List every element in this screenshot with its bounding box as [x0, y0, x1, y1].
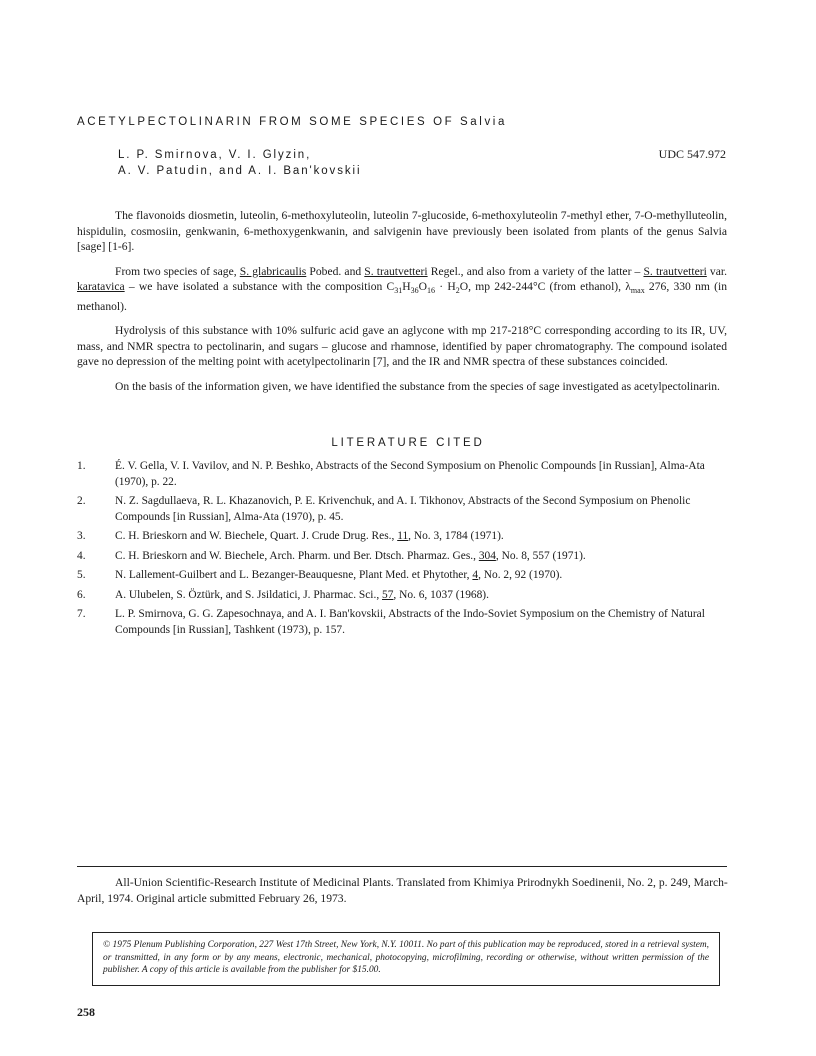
volume-number: 304	[478, 549, 496, 562]
reference-item	[77, 529, 727, 545]
subscript: 36	[410, 286, 419, 295]
body-paragraph-2	[77, 264, 727, 315]
volume-number: 11	[397, 530, 409, 542]
reference-item	[77, 494, 727, 525]
authors-line-1: L. P. Smirnova, V. I. Glyzin,	[118, 149, 312, 161]
text-run: A. Ulubelen, S. Öztürk, and S. Jsildatici, J. Pharmac. Sci.,	[115, 588, 383, 601]
text-run: Regel., and also from a variety of the latter –	[427, 264, 644, 278]
reference-text	[115, 530, 504, 542]
reference-text: É. V. Gella, V. I. Vavilov, and N. P. Beshko, Abstracts of the Second Symposium on Phenolic Compounds [in Russian], Alma-Ata (1970), p. 22.	[115, 460, 705, 488]
text-run: · H	[435, 280, 456, 293]
copyright-notice: © 1975 Plenum Publishing Corporation, 227 West 17th Street, New York, N.Y. 10011. No part of this publication may be reproduced, stored in a retrieval system, or transmitted, in any form or by any means, electronic, mechanical, photocopying, microfilming, recording or otherwise, without written permission of the publisher. A copy of this article is available from the publisher for $15.00.	[92, 932, 720, 986]
reference-number: 4.	[77, 549, 86, 562]
text-run: N. Lallement-Guilbert and L. Bezanger-Beauquesne, Plant Med. et Phytother,	[115, 569, 473, 581]
text-run: var.	[706, 264, 727, 278]
footnote-divider	[77, 866, 727, 867]
reference-number: 2.	[77, 495, 86, 507]
species-name: S. trautvetteri	[364, 264, 428, 278]
article-body	[77, 208, 727, 403]
text-run: O	[418, 280, 428, 293]
article-title: ACETYLPECTOLINARIN FROM SOME SPECIES OF Salvia	[77, 116, 507, 128]
text-run: , No. 8, 557 (1971).	[495, 549, 586, 562]
volume-number: 57	[382, 588, 394, 601]
reference-text: L. P. Smirnova, G. G. Zapesochnaya, and A. I. Ban'kovskii, Abstracts of the Indo-Soviet Symposium on the Chemistry of Natural Compounds [in Russian], Tashkent (1973), p. 157.	[115, 608, 705, 636]
text-run: , No. 2, 92 (1970).	[478, 569, 563, 581]
text-run: , No. 6, 1037 (1968).	[393, 588, 489, 601]
text-run: Pobed. and	[306, 264, 365, 278]
volume-number: 4	[472, 569, 479, 581]
reference-number: 3.	[77, 530, 86, 542]
reference-item	[77, 588, 727, 604]
body-paragraph-4: On the basis of the information given, we have identified the substance from the species of sage investigated as acetylpectolinarin.	[115, 379, 720, 393]
reference-text: N. Z. Sagdullaeva, R. L. Khazanovich, P. E. Krivenchuk, and A. I. Tikhonov, Abstracts of the Second Symposium on Phenolic Compounds [in Russian], Alma-Ata (1970), p. 45.	[115, 495, 691, 523]
subscript: 16	[427, 286, 436, 295]
text-run: – we have isolated a substance with the composition C	[124, 280, 395, 293]
reference-number: 6.	[77, 588, 86, 601]
species-name: S. trautvetteri	[643, 264, 707, 278]
reference-item	[77, 568, 727, 584]
reference-number: 5.	[77, 569, 86, 581]
body-paragraph-3: Hydrolysis of this substance with 10% sulfuric acid gave an aglycone with mp 217-218°C corresponding according to its IR, UV, mass, and NMR spectra to pectolinarin, and sugars – glucose and rhamnose, identified by paper chromatography. The compound isolated gave no depression of the melting point with acetylpectolinarin [7], and the IR and NMR spectra of these substances coincided.	[77, 324, 727, 368]
subscript: max	[630, 286, 645, 295]
affiliation-text: All-Union Scientific-Research Institute of Medicinal Plants. Translated from Khimiya Prirodnykh Soedinenii, No. 2, p. 249, March-April, 1974. Original article submitted February 26, 1973.	[77, 876, 728, 905]
udc-code: UDC 547.972	[658, 147, 726, 161]
text-run: C. H. Brieskorn and W. Biechele, Arch. Pharm. und Ber. Dtsch. Pharmaz. Ges.,	[115, 549, 479, 562]
species-name: S. glabricaulis	[239, 264, 307, 278]
body-paragraph-1: The flavonoids diosmetin, luteolin, 6-methoxyluteolin, luteolin 7-glucoside, 6-methoxyluteolin 7-methyl ether, 7-O-methylluteolin, hispidulin, cosmosiin, genkwanin, 6-methoxygenkwanin, and salvigenin have previously been isolated from plants of the genus Salvia [sage] [1-6].	[77, 209, 727, 253]
literature-heading: LITERATURE CITED	[331, 437, 485, 449]
variety-name: karatavica	[77, 280, 125, 293]
affiliation-note	[77, 875, 737, 907]
reference-item	[77, 459, 727, 490]
reference-number: 7.	[77, 608, 86, 620]
text-run: C. H. Brieskorn and W. Biechele, Quart. J. Crude Drug. Res.,	[115, 530, 398, 542]
reference-number: 1.	[77, 460, 86, 472]
authors-line-2: A. V. Patudin, and A. I. Ban'kovskii	[118, 165, 362, 177]
text-run: 276, 330 nm (in methanol).	[77, 280, 728, 313]
reference-text	[115, 589, 489, 601]
text-run: H	[402, 280, 411, 293]
text-run: From two species of sage,	[115, 264, 240, 278]
reference-item	[77, 607, 727, 638]
reference-text	[115, 550, 586, 562]
subscript: 31	[394, 286, 403, 295]
reference-item	[77, 549, 727, 565]
subscript: 2	[455, 286, 460, 295]
text-run: O, mp 242-244°C (from ethanol), λ	[459, 280, 631, 293]
page-number: 258	[77, 1005, 95, 1019]
reference-text	[115, 569, 562, 581]
text-run: , No. 3, 1784 (1971).	[408, 530, 504, 542]
author-list	[118, 147, 361, 179]
reference-list	[77, 459, 727, 642]
